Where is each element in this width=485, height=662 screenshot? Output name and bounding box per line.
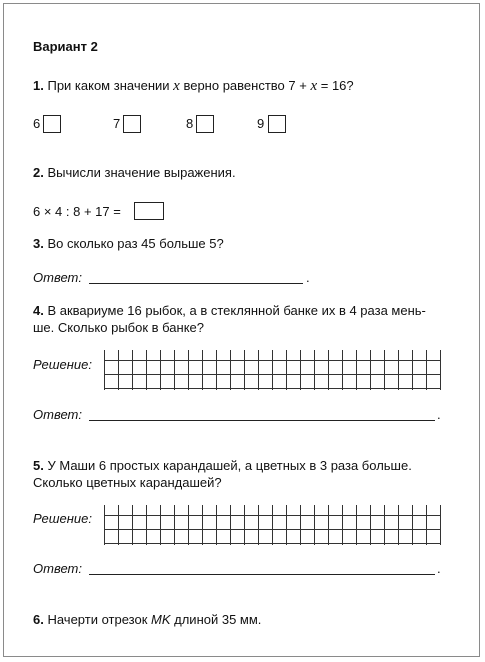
task4-solution-grid[interactable]: [104, 350, 441, 390]
task1-option-checkbox-4[interactable]: [268, 115, 286, 133]
task1-text-a: При каком значении: [47, 78, 170, 93]
task1-question: [33, 78, 354, 94]
task2-text: Вычисли значение выражения.: [47, 165, 236, 180]
task1-option-checkbox-1[interactable]: [43, 115, 61, 133]
task1-variable-2: x: [310, 78, 318, 94]
task1-option-label-1: 6: [33, 116, 41, 131]
task5-solution-label: Решение:: [33, 511, 93, 526]
task3-answer-label: Ответ:: [33, 270, 82, 285]
task1-option-label-3: 8: [186, 116, 194, 131]
variant-title: Вариант 2: [33, 39, 98, 54]
task2-answer-box[interactable]: [134, 202, 164, 220]
task5-solution-grid[interactable]: [104, 505, 441, 545]
task3-answer-end: .: [306, 270, 310, 285]
task1-text-c: = 16?: [320, 78, 354, 93]
task4-solution-label: Решение:: [33, 357, 93, 372]
task5-answer-end: .: [437, 561, 441, 576]
task6-text-a: Начерти отрезок: [47, 612, 148, 627]
task5-text-line2: Сколько цветных карандашей?: [33, 475, 222, 490]
task4-question: [33, 302, 465, 336]
task2-expression: 6 × 4 : 8 + 17 =: [33, 204, 121, 219]
task5-question: [33, 457, 465, 491]
task3-answer-line[interactable]: [89, 283, 303, 284]
task4-answer-end: .: [437, 407, 441, 422]
task1-option-label-4: 9: [257, 116, 265, 131]
task2-question: [33, 165, 236, 181]
task1-option-checkbox-3[interactable]: [196, 115, 214, 133]
task4-number: 4.: [33, 303, 44, 318]
task6-text-b: длиной 35 мм.: [174, 612, 262, 627]
task6-segment-name: MK: [151, 612, 171, 627]
task2-number: 2.: [33, 165, 44, 180]
task3-number: 3.: [33, 236, 44, 251]
task1-number: 1.: [33, 78, 44, 93]
task3-text: Во сколько раз 45 больше 5?: [47, 236, 224, 251]
task4-answer-line[interactable]: [89, 420, 435, 421]
task1-option-label-2: 7: [113, 116, 121, 131]
task4-text-line2: ше. Сколько рыбок в банке?: [33, 320, 204, 335]
task4-text-line1: В аквариуме 16 рыбок, а в стеклянной банке их в 4 раза мень-: [47, 303, 426, 318]
task3-question: [33, 236, 224, 252]
task4-answer-label: Ответ:: [33, 407, 82, 422]
task5-answer-line[interactable]: [89, 574, 435, 575]
task6-number: 6.: [33, 612, 44, 627]
task1-text-b: верно равенство 7 +: [183, 78, 307, 93]
task5-number: 5.: [33, 458, 44, 473]
task1-variable: x: [173, 78, 180, 94]
task5-text-line1: У Маши 6 простых карандашей, а цветных в 3 раза больше.: [47, 458, 412, 473]
task6-question: [33, 612, 261, 628]
task1-option-checkbox-2[interactable]: [123, 115, 141, 133]
task5-answer-label: Ответ:: [33, 561, 82, 576]
